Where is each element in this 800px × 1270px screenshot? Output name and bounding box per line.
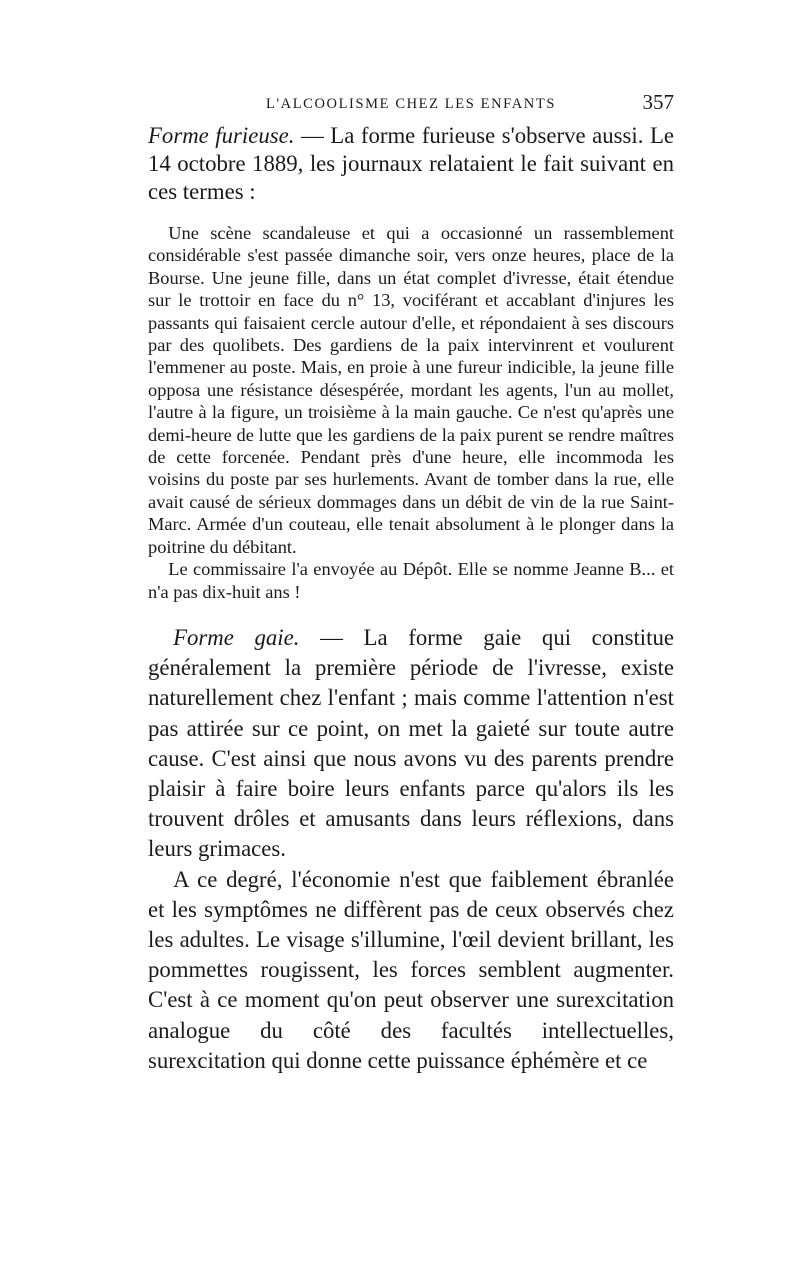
quote-paragraph-2: Le commissaire l'a envoyée au Dépôt. Elle se nomme Jeanne B... et n'a pas dix-huit ans ! xyxy=(148,559,674,602)
spacer xyxy=(148,206,674,222)
intro-text: — La forme furieuse s'observe aussi. Le 14 octobre 1889, les journaux relataient le fait suivant en ces termes : xyxy=(148,123,675,204)
running-head xyxy=(148,88,674,122)
book-page xyxy=(148,88,674,1076)
page-number: 357 xyxy=(642,90,674,114)
spacer xyxy=(148,603,674,623)
running-title: L'ALCOOLISME CHEZ LES ENFANTS xyxy=(265,96,556,112)
gaie-text: — La forme gaie qui constitue généralement la première période de l'ivresse, existe naturellement chez l'enfant ; mais comme l'attention n'est pas attirée sur ce point, on met la gaieté sur toute autre cause. C'est ainsi que nous avons vu des parents prendre plaisir à faire boire leurs enfants parce qu'alors ils les trouvent drôles et amusants dans leurs réflexions, dans leurs grimaces. xyxy=(148,624,674,862)
intro-paragraph xyxy=(148,122,674,206)
section-heading-gaie: Forme gaie. xyxy=(173,624,300,650)
gaie-paragraph xyxy=(148,623,674,865)
quote-paragraph-1: Une scène scandaleuse et qui a occasionné un rassemblement considérable s'est passée dimanche soir, vers onze heures, place de la Bourse. Une jeune fille, dans un état complet d'ivresse, était étendue sur le trottoir en face du n° 13, vociférant et accablant d'injures les passants qui faisaient cercle autour d'elle, et répondaient à ses discours par des quolibets. Des gardiens de la paix intervinrent et voulurent l'emmener au poste. Mais, en proie à une fureur indicible, la jeune fille opposa une résistance désespérée, mordant les agents, l'un au mollet, l'autre à la figure, un troisième à la main gauche. Ce n'est qu'après une demi-heure de lutte que les gardiens de la paix purent se rendre maîtres de cette forcenée. Pendant près d'une heure, elle incommoda les voisins du poste par ses hurlements. Avant de tomber dans la rue, elle avait causé de sérieux dommages dans un débit de vin de la rue Saint-Marc. Armée d'un couteau, elle tenait absolument à le plonger dans la poitrine du débitant. xyxy=(148,223,674,557)
section-heading-furieuse: Forme furieuse. xyxy=(148,123,295,148)
degree-paragraph: A ce degré, l'économie n'est que faiblement ébranlée et les symptômes ne diffèrent pas de ceux observés chez les adultes. Le visage s'illumine, l'œil devient brillant, les pommettes rougissent, les forces semblent augmenter. C'est à ce moment qu'on peut observer une surexcitation analogue du côté des facultés intellectuelles, surexcitation qui donne cette puissance éphémère et ce xyxy=(148,866,674,1073)
